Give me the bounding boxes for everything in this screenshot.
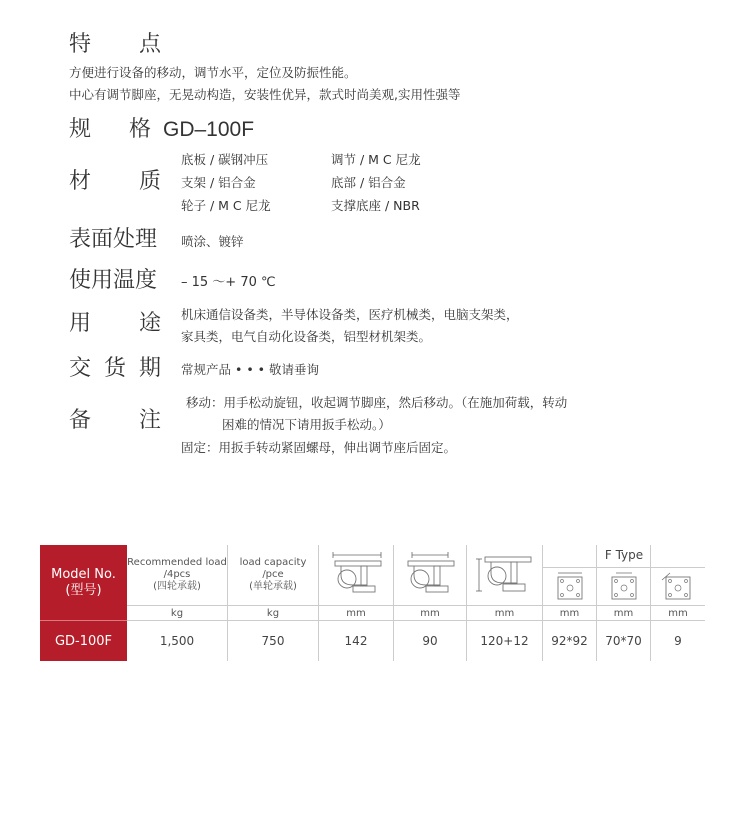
col-header [319, 545, 393, 605]
col-unit: mm [543, 605, 596, 621]
usage-line-2: 家具类，电气自动化设备类，铝型材机架类。 [181, 329, 432, 344]
spec-label-char: 格 [129, 117, 152, 142]
col-header [467, 545, 542, 605]
col-unit: mm [394, 605, 466, 621]
col-value: 90 [422, 634, 438, 648]
model-header-en: Model No. [51, 566, 116, 582]
plate-size-diagram-icon [550, 570, 590, 602]
col-header [651, 567, 705, 605]
col-unit: mm [319, 605, 393, 621]
spec-table [40, 545, 705, 661]
remarks-label [69, 408, 161, 434]
col-header [394, 545, 466, 605]
usage-label-char: 途 [138, 311, 161, 336]
col-header-line: Recommended load [127, 557, 227, 568]
col-header [228, 545, 318, 605]
col-header-line: /pce [262, 569, 284, 580]
table-col-dim-b [394, 545, 467, 661]
features-label-char: 特 [69, 32, 92, 57]
model-header [40, 545, 127, 621]
col-header [127, 545, 227, 605]
delivery-value: 常规产品 • • • 敬请垂询 [181, 362, 320, 377]
col-value: 1,500 [159, 634, 195, 648]
table-col-dim-a [319, 545, 394, 661]
surface-value: 喷涂、镀锌 [181, 234, 244, 249]
material-right-3: 支撑底座 / NBR [331, 198, 420, 213]
col-header-line: (单轮承载) [249, 581, 297, 592]
col-value: 70*70 [605, 634, 642, 648]
table-col-load-capacity [228, 545, 319, 661]
hole-diameter-diagram-icon [658, 570, 698, 602]
model-column [40, 545, 127, 661]
col-unit: kg [228, 605, 318, 621]
table-col-recommended-load [127, 545, 228, 661]
table-col-plate-size [543, 545, 597, 661]
remarks-line-3: 固定：用扳手转动紧固螺母，伸出调节座后固定。 [181, 440, 457, 455]
features-label [69, 32, 161, 58]
material-left-1: 底板 / 碳钢冲压 [181, 152, 269, 167]
table-col-dim-c [467, 545, 543, 661]
col-header [597, 567, 650, 605]
col-value: 9 [674, 634, 682, 648]
caster-height-diagram-icon [471, 549, 539, 601]
col-header-line: /4pcs [163, 569, 191, 580]
surface-label: 表面处理 [69, 227, 158, 252]
material-label [69, 169, 161, 195]
col-unit: mm [597, 605, 650, 621]
col-header-line: (四轮承载) [153, 581, 201, 592]
material-label-char: 材 [69, 169, 92, 194]
material-left-3: 轮子 / M C 尼龙 [181, 198, 271, 213]
spec-value: GD–100F [163, 118, 255, 141]
usage-line-1: 机床通信设备类，半导体设备类，医疗机械类，电脑支架类， [181, 307, 519, 322]
remarks-line-1: 移动：用手松动旋钮，收起调节脚座，然后移动。（在施加荷载，转动 [186, 395, 568, 410]
remarks-label-char: 注 [138, 408, 161, 433]
model-header-cn: (型号) [65, 582, 102, 598]
col-header [543, 567, 596, 605]
remarks-label-char: 备 [69, 408, 92, 433]
col-value: 142 [344, 634, 368, 648]
material-right-1: 调节 / M C 尼龙 [331, 152, 421, 167]
temperature-value: – 15 ～+ 70 ℃ [181, 275, 276, 290]
usage-label [69, 311, 161, 337]
delivery-label-char: 交 [69, 356, 92, 381]
remarks-line-2: 困难的情况下请用扳手松动。） [222, 417, 391, 432]
spec-row [69, 117, 329, 143]
col-unit: kg [127, 605, 227, 621]
spec-label-char: 规 [69, 117, 92, 142]
material-left-2: 支架 / 铝合金 [181, 175, 256, 190]
delivery-label [69, 356, 161, 382]
col-value: 120+12 [480, 634, 529, 648]
usage-label-char: 用 [69, 311, 92, 336]
f-type-header: F Type [604, 548, 644, 562]
features-label-char: 点 [138, 32, 161, 57]
col-header-line: load capacity [239, 557, 307, 568]
caster-side-diagram-icon [323, 549, 389, 601]
features-line-2: 中心有调节脚座，无晃动构造，安装性优异，款式时尚美观,实用性强等 [69, 87, 461, 102]
delivery-label-char: 期 [138, 356, 161, 381]
delivery-label-char: 货 [103, 356, 126, 381]
features-line-1: 方便进行设备的移动，调节水平，定位及防振性能。 [69, 65, 357, 80]
col-value: 750 [261, 634, 285, 648]
material-right-2: 底部 / 铝合金 [331, 175, 406, 190]
col-unit: mm [651, 605, 705, 621]
table-col-hole-spacing [597, 545, 651, 661]
material-label-char: 质 [138, 169, 161, 194]
col-value: 92*92 [551, 634, 588, 648]
col-unit: mm [467, 605, 542, 621]
table-col-hole-diameter [651, 545, 705, 661]
model-value: GD-100F [54, 633, 113, 649]
hole-spacing-diagram-icon [604, 570, 644, 602]
temperature-label: 使用温度 [69, 268, 158, 293]
caster-width-diagram-icon [398, 549, 462, 601]
